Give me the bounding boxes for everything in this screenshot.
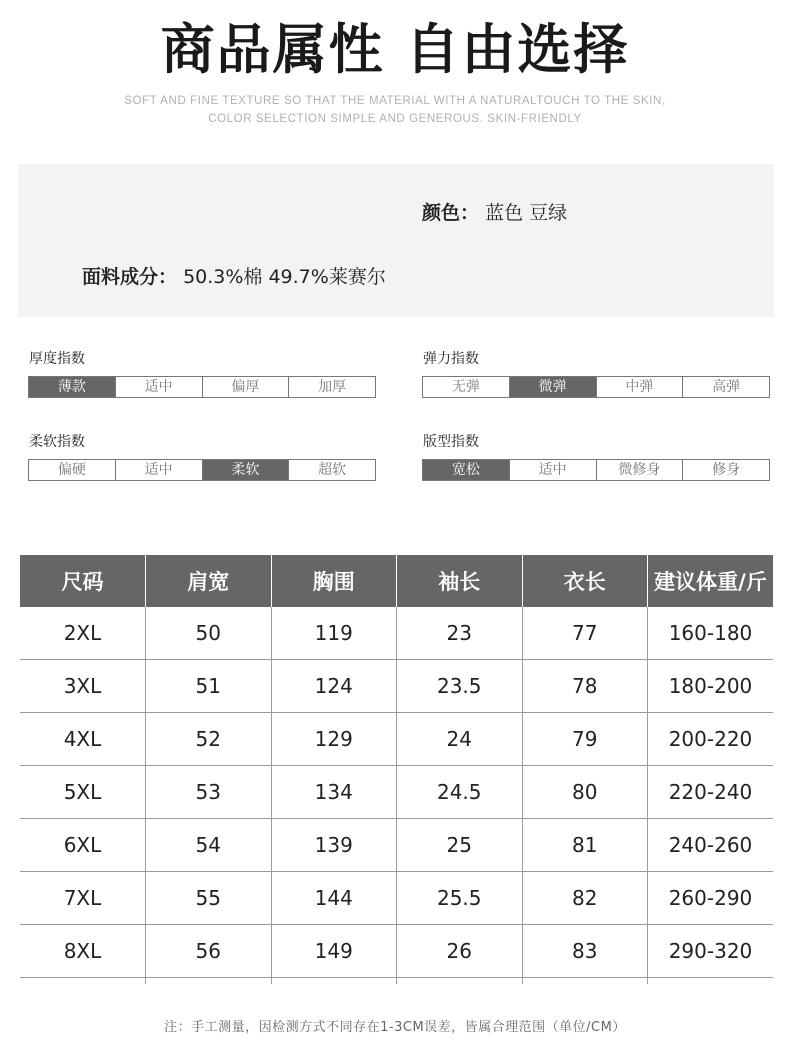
elasticity-index-label: 弹力指数 xyxy=(423,351,479,367)
table-row xyxy=(20,660,773,713)
cell-length: 79 xyxy=(522,713,648,766)
cell-sleeve: 23.5 xyxy=(397,660,523,713)
elasticity-option[interactable]: 中弹 xyxy=(596,377,683,397)
header-weight: 建议体重/斤 xyxy=(648,555,774,607)
color-value: 蓝色 豆绿 xyxy=(485,202,568,224)
subtitle-line-2: COLOR SELECTION SIMPLE AND GENEROUS. SKIN-FRIENDLY xyxy=(208,113,582,125)
subtitle-line-1: SOFT AND FINE TEXTURE SO THAT THE MATERIAL WITH A NATURALTOUCH TO THE SKIN, xyxy=(124,95,666,107)
fit-option[interactable]: 修身 xyxy=(682,460,769,480)
cell-weight: 220-240 xyxy=(648,766,774,819)
fabric-value: 50.3%棉 49.7%莱赛尔 xyxy=(183,266,386,288)
cell-chest: 129 xyxy=(271,713,397,766)
attributes-panel xyxy=(18,164,774,317)
softness-option[interactable]: 适中 xyxy=(115,460,202,480)
stub-cell xyxy=(522,978,648,985)
cell-length: 80 xyxy=(522,766,648,819)
cell-chest: 139 xyxy=(271,819,397,872)
cell-shoulder: 50 xyxy=(146,607,272,660)
fit-option[interactable]: 适中 xyxy=(509,460,596,480)
table-row xyxy=(20,872,773,925)
cell-size: 4XL xyxy=(20,713,146,766)
fit-index-label: 版型指数 xyxy=(423,434,479,450)
stub-cell xyxy=(20,978,146,985)
table-row xyxy=(20,819,773,872)
table-row-stub xyxy=(20,978,773,985)
softness-option[interactable]: 柔软 xyxy=(202,460,289,480)
cell-weight: 240-260 xyxy=(648,819,774,872)
fabric-label: 面料成分： xyxy=(82,266,178,288)
color-attribute xyxy=(422,198,567,225)
softness-option[interactable]: 超软 xyxy=(288,460,375,480)
elasticity-index-scale xyxy=(422,376,770,398)
cell-length: 78 xyxy=(522,660,648,713)
cell-weight: 290-320 xyxy=(648,925,774,978)
header-chest: 胸围 xyxy=(271,555,397,607)
cell-size: 2XL xyxy=(20,607,146,660)
fabric-attribute xyxy=(82,262,386,289)
size-table-header-row xyxy=(20,555,773,607)
cell-length: 82 xyxy=(522,872,648,925)
cell-sleeve: 25.5 xyxy=(397,872,523,925)
cell-weight: 160-180 xyxy=(648,607,774,660)
cell-shoulder: 55 xyxy=(146,872,272,925)
cell-sleeve: 23 xyxy=(397,607,523,660)
stub-cell xyxy=(146,978,272,985)
thickness-option[interactable]: 加厚 xyxy=(288,377,375,397)
cell-sleeve: 24 xyxy=(397,713,523,766)
stub-cell xyxy=(397,978,523,985)
fit-option[interactable]: 微修身 xyxy=(596,460,683,480)
cell-size: 7XL xyxy=(20,872,146,925)
cell-length: 81 xyxy=(522,819,648,872)
thickness-option[interactable]: 适中 xyxy=(115,377,202,397)
fit-option[interactable]: 宽松 xyxy=(423,460,509,480)
cell-chest: 144 xyxy=(271,872,397,925)
table-row xyxy=(20,925,773,978)
cell-weight: 180-200 xyxy=(648,660,774,713)
softness-index-label: 柔软指数 xyxy=(29,434,85,450)
cell-shoulder: 52 xyxy=(146,713,272,766)
cell-chest: 134 xyxy=(271,766,397,819)
cell-sleeve: 25 xyxy=(397,819,523,872)
measurement-note: 注：手工测量，因检测方式不同存在1-3CM误差，皆属合理范围（单位/CM） xyxy=(164,1020,626,1035)
header-size: 尺码 xyxy=(20,555,146,607)
cell-size: 3XL xyxy=(20,660,146,713)
header-sleeve: 袖长 xyxy=(397,555,523,607)
cell-length: 83 xyxy=(522,925,648,978)
cell-sleeve: 24.5 xyxy=(397,766,523,819)
thickness-option[interactable]: 薄款 xyxy=(29,377,115,397)
cell-weight: 200-220 xyxy=(648,713,774,766)
cell-chest: 119 xyxy=(271,607,397,660)
cell-shoulder: 53 xyxy=(146,766,272,819)
cell-size: 5XL xyxy=(20,766,146,819)
cell-sleeve: 26 xyxy=(397,925,523,978)
elasticity-option[interactable]: 无弹 xyxy=(451,379,480,395)
stub-cell xyxy=(648,978,774,985)
cell-size: 8XL xyxy=(20,925,146,978)
cell-size: 6XL xyxy=(20,819,146,872)
size-chart-table xyxy=(20,555,773,984)
fit-index-scale xyxy=(422,459,770,481)
thickness-index-label: 厚度指数 xyxy=(29,351,85,367)
cell-chest: 124 xyxy=(271,660,397,713)
table-row xyxy=(20,713,773,766)
softness-option[interactable]: 偏硬 xyxy=(57,462,86,478)
cell-chest: 149 xyxy=(271,925,397,978)
elasticity-option[interactable]: 微弹 xyxy=(509,377,596,397)
table-row xyxy=(20,607,773,660)
elasticity-option[interactable]: 高弹 xyxy=(682,377,769,397)
header-shoulder: 肩宽 xyxy=(146,555,272,607)
thickness-option[interactable]: 偏厚 xyxy=(202,377,289,397)
cell-shoulder: 51 xyxy=(146,660,272,713)
table-row xyxy=(20,766,773,819)
thickness-index-scale xyxy=(28,376,376,398)
cell-weight: 260-290 xyxy=(648,872,774,925)
cell-shoulder: 54 xyxy=(146,819,272,872)
stub-cell xyxy=(271,978,397,985)
cell-length: 77 xyxy=(522,607,648,660)
header-length: 衣长 xyxy=(522,555,648,607)
softness-index-scale xyxy=(28,459,376,481)
cell-shoulder: 56 xyxy=(146,925,272,978)
page-title: 商品属性 自由选择 xyxy=(160,18,630,81)
color-label: 颜色： xyxy=(422,202,480,224)
